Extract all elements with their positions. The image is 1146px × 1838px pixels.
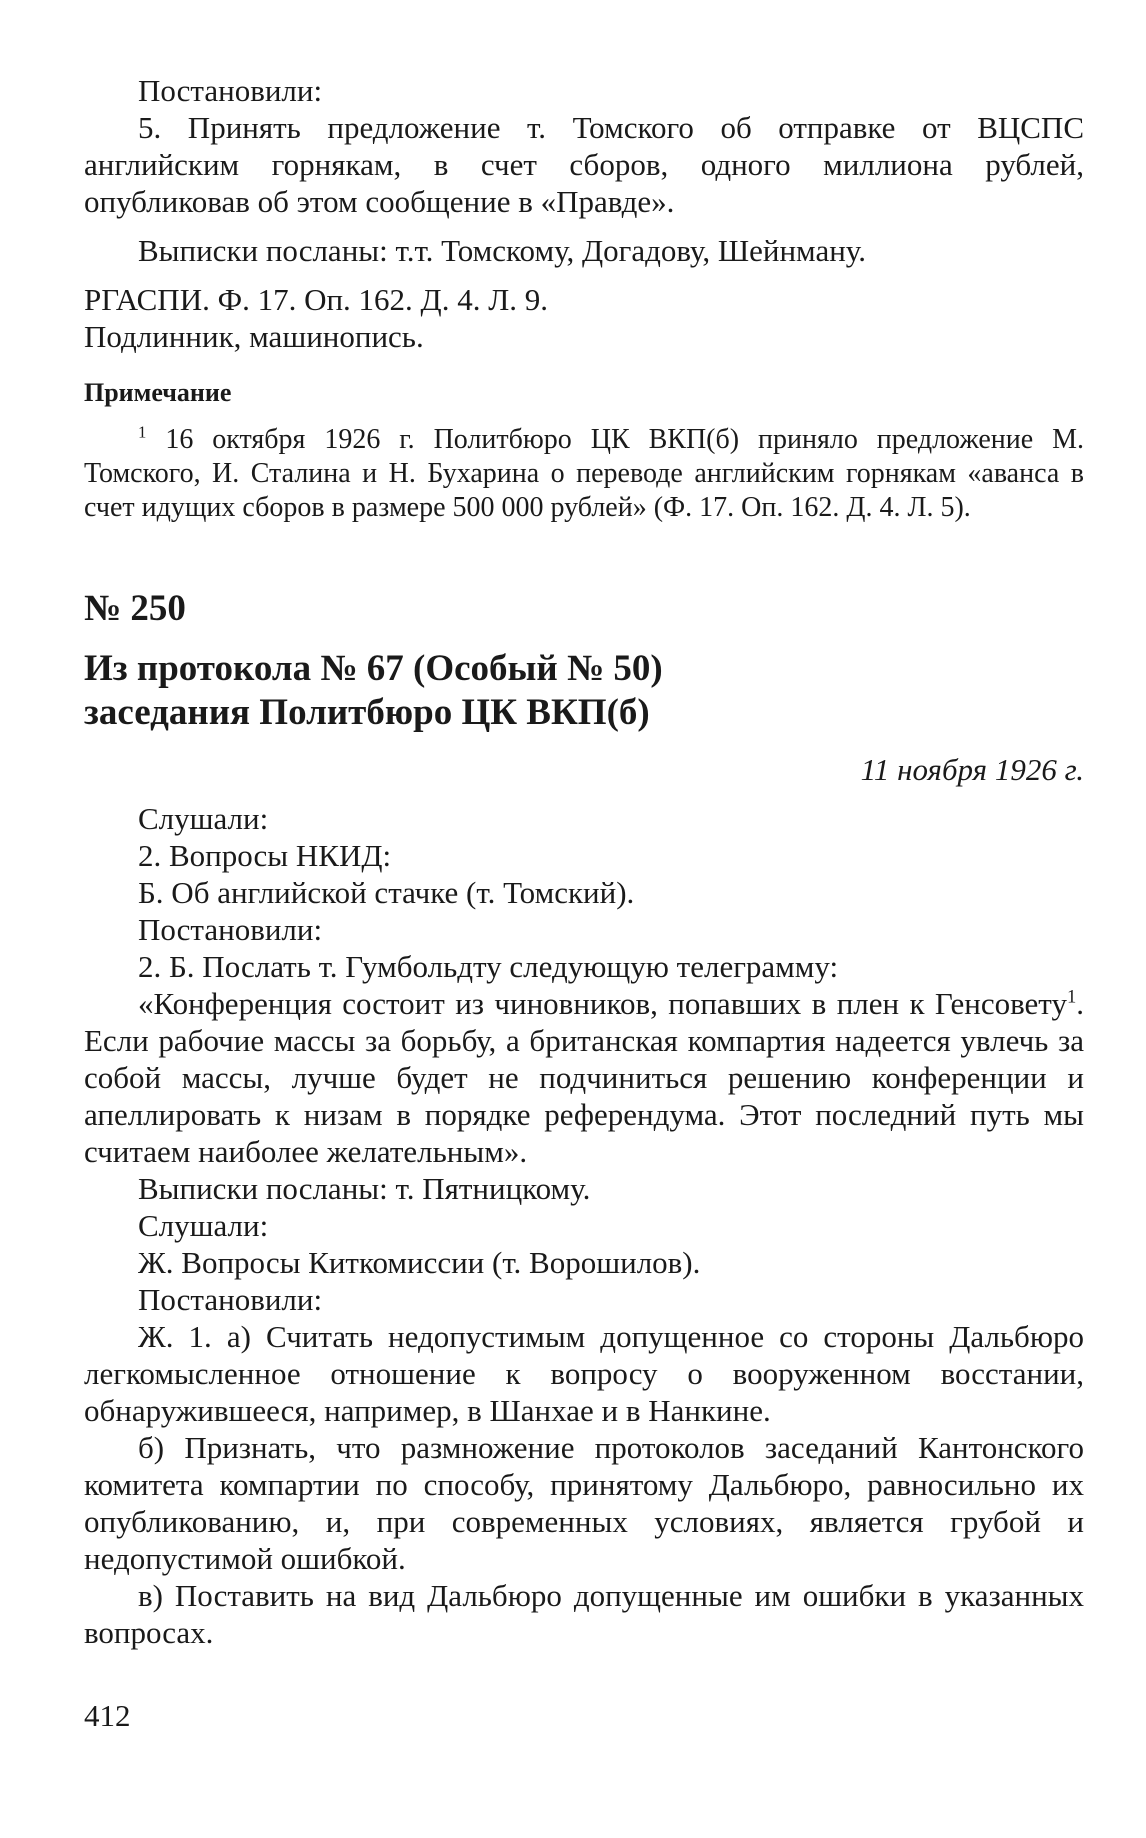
copies-sent-2: Выписки посланы: т. Пятницкому.	[138, 1171, 591, 1206]
footnote	[84, 423, 1084, 525]
question-2: 2. Вопросы НКИД:	[138, 838, 392, 873]
resolved-label: Постановили:	[138, 73, 323, 108]
resolved-label-1: Постановили:	[138, 912, 323, 947]
resolution-zh-1v: в) Поставить на вид Дальбюро допущенные им ошибки в указанных вопросах.	[84, 1578, 1084, 1650]
question-zh: Ж. Вопросы Киткомиссии (т. Ворошилов).	[138, 1245, 701, 1280]
telegram-text-part-1: «Конференция состоит из чиновников, попавших в плен к Генсовету	[138, 986, 1067, 1021]
page-number: 412	[84, 1698, 131, 1733]
question-2b: Б. Об английской стачке (т. Томский).	[138, 875, 635, 910]
telegram-footnote-marker: 1	[1066, 986, 1077, 1008]
document-page	[84, 72, 1084, 1734]
resolved-label-2: Постановили:	[138, 1282, 323, 1317]
document-title	[84, 647, 1084, 735]
footnote-text: 16 октября 1926 г. Политбюро ЦК ВКП(б) приняло предложение М. Томского, И. Сталина и Н. Бухарина о переводе английским горнякам «аванса в счет идущих сборов в размере 500 000 рублей» (Ф. 17. Оп. 162. Д. 4. Л. 5).	[84, 424, 1084, 523]
heard-label-1: Слушали:	[138, 801, 269, 836]
document-title-line-2: заседания Политбюро ЦК ВКП(б)	[84, 692, 650, 733]
telegram-text	[84, 985, 1084, 1170]
heard-label-2: Слушали:	[138, 1208, 269, 1243]
copies-sent: Выписки посланы: т.т. Томскому, Догадову, Шейнману.	[138, 233, 866, 268]
document-date: 11 ноября 1926 г.	[860, 752, 1084, 787]
telegram-text-part-2: . Если рабочие массы за борьбу, а британская компартия надеется увлечь за собой массы, лучше будет не подчиниться решению конференции и апеллировать к низам в порядке референдума. Этот последний путь мы считаем наиболее желательным».	[84, 986, 1084, 1169]
footnote-marker: 1	[138, 422, 147, 442]
note-heading: Примечание	[84, 378, 232, 407]
resolution-item-5: 5. Принять предложение т. Томского об отправке от ВЦСПС английским горнякам, в счет сборов, одного миллиона рублей, опубликовав об этом сообщение в «Правде».	[84, 110, 1084, 219]
resolution-zh-1a: Ж. 1. а) Считать недопустимым допущенное со стороны Дальбюро легкомысленное отношение к вопросу о вооруженном восстании, обнаружившееся, например, в Шанхае и в Нанкине.	[84, 1319, 1084, 1428]
archive-reference: РГАСПИ. Ф. 17. Оп. 162. Д. 4. Л. 9.	[84, 282, 548, 317]
document-title-line-1: Из протокола № 67 (Особый № 50)	[84, 648, 663, 689]
resolution-2b: 2. Б. Послать т. Гумбольдту следующую телеграмму:	[138, 949, 839, 984]
resolution-zh-1b: б) Признать, что размножение протоколов заседаний Кантонского комитета компартии по способу, принятому Дальбюро, равносильно их опубликованию, и, при современных условиях, является грубой и недопустимой ошибкой.	[84, 1430, 1084, 1576]
document-number: № 250	[84, 588, 186, 629]
archive-type: Подлинник, машинопись.	[84, 319, 424, 354]
